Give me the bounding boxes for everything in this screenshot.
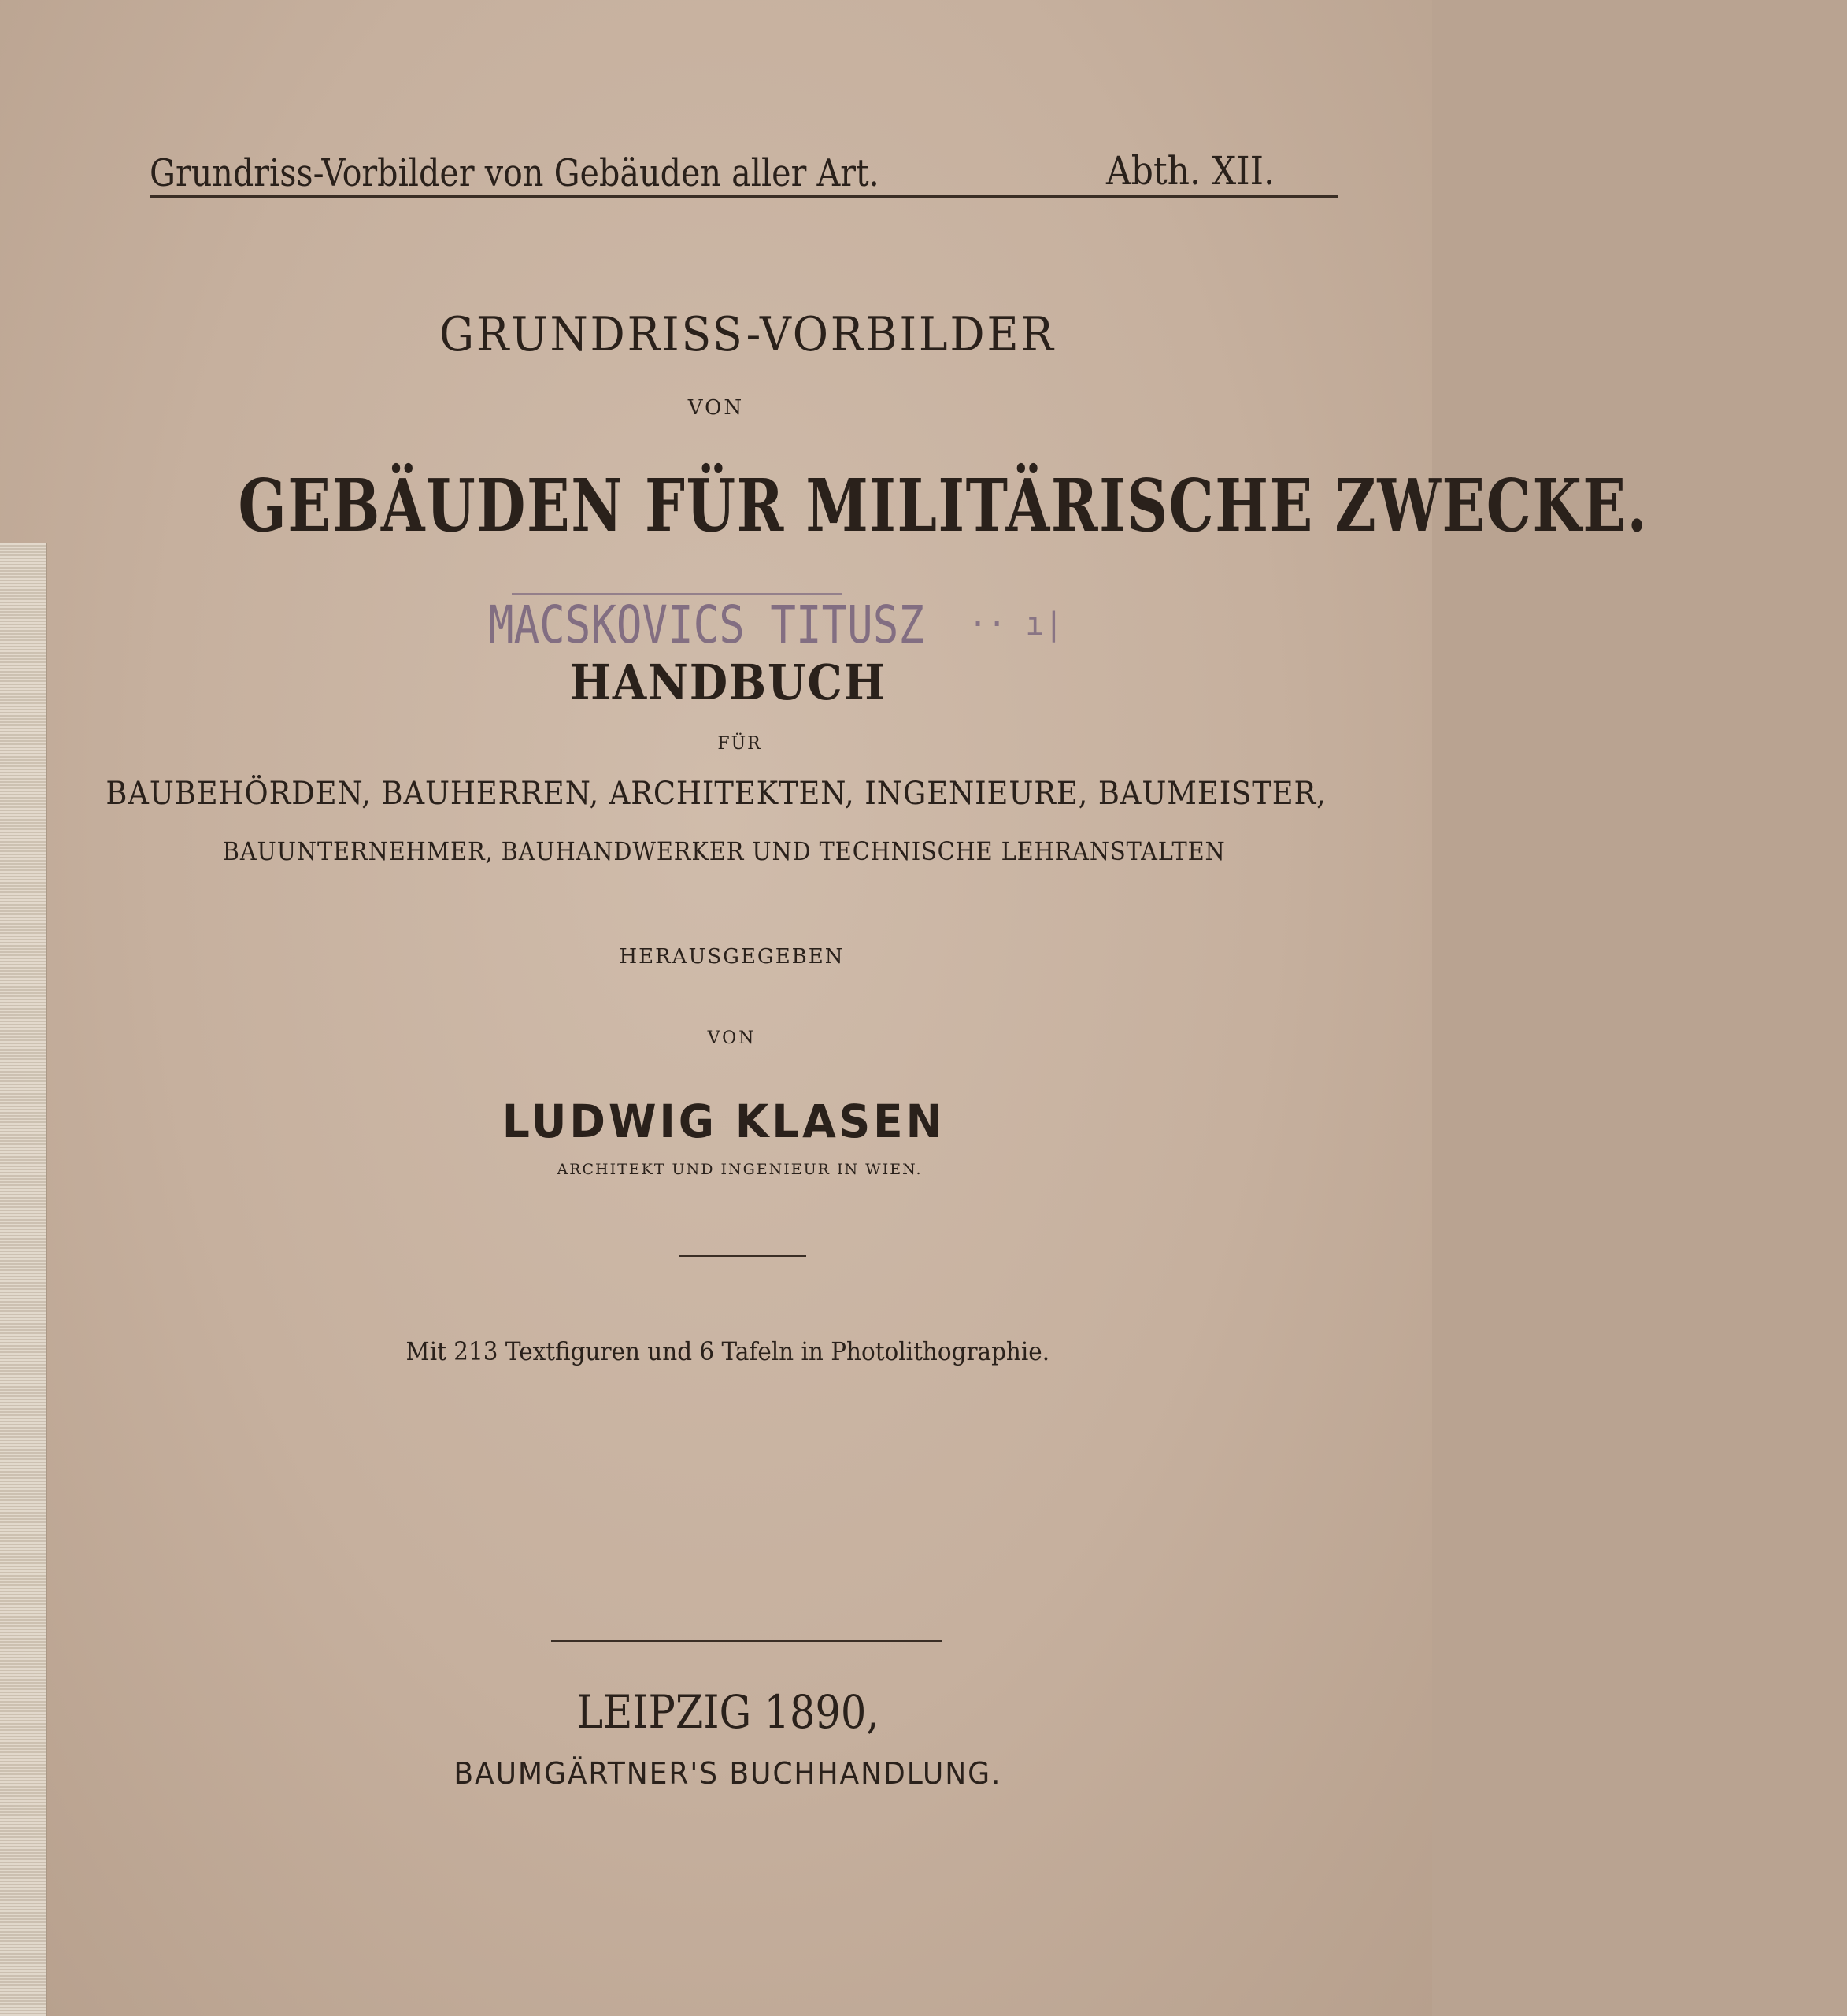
author-name: LUDWIG KLASEN: [502, 1095, 946, 1148]
book-binding-edge: [0, 543, 47, 2016]
owner-stamp: MACSKOVICS TITUSZ: [488, 595, 924, 655]
audience-line-2: BAUUNTERNEHMER, BAUHANDWERKER UND TECHNISCHE LEHRANSTALTEN: [222, 836, 1226, 866]
herausgegeben-label: HERAUSGEGEBEN: [619, 945, 845, 969]
figures-note: Mit 213 Textfiguren und 6 Tafeln in Photolithographie.: [405, 1336, 1050, 1366]
title-line-2: GEBÄUDEN FÜR MILITÄRISCHE ZWECKE.: [238, 463, 1649, 548]
title-line-1: GRUNDRISS-VORBILDER: [439, 307, 1056, 362]
author-title: ARCHITEKT UND INGENIEUR IN WIEN.: [557, 1161, 923, 1178]
place-year: LEIPZIG 1890,: [576, 1685, 879, 1739]
middle-rule: [679, 1255, 806, 1257]
lower-rule: [551, 1640, 942, 1642]
header-rule: [150, 195, 1338, 198]
division-label: Abth. XII.: [1106, 148, 1275, 194]
handbuch-heading: HANDBUCH: [569, 654, 886, 711]
audience-line-1: BAUBEHÖRDEN, BAUHERREN, ARCHITEKTEN, INGENIEURE, BAUMEISTER,: [105, 776, 1327, 812]
editor-von: VON: [707, 1028, 757, 1048]
series-header: Grundriss-Vorbilder von Gebäuden aller Art.: [150, 151, 879, 195]
publisher-name: BAUMGÄRTNER'S BUCHHANDLUNG.: [453, 1756, 1002, 1791]
stamp-extra-marks: ·· ı|: [968, 606, 1064, 643]
title-von: VON: [687, 396, 745, 420]
fuer-label: FÜR: [717, 734, 762, 754]
